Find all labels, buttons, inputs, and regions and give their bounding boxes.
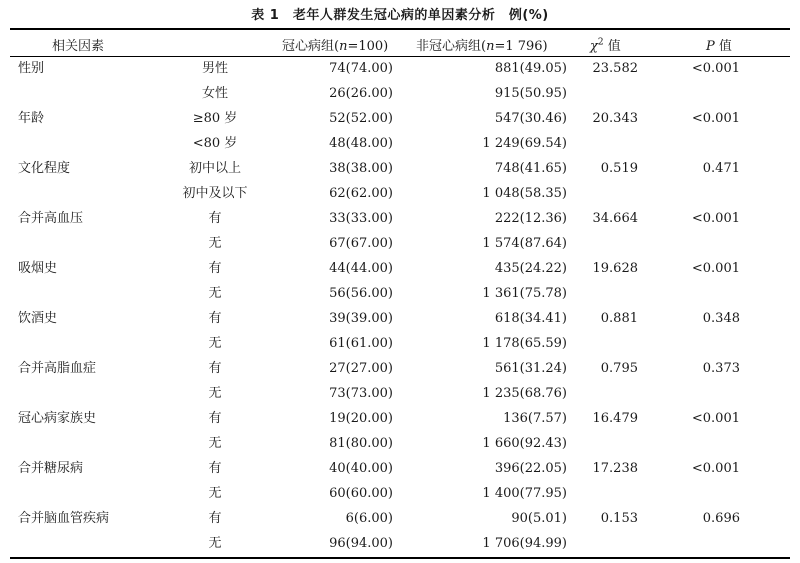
chi-square-cell: 34.664 xyxy=(592,211,638,226)
bottom-rule xyxy=(10,557,790,559)
factor-cell: 合并糖尿病 xyxy=(18,461,84,476)
chi-square-cell: 16.479 xyxy=(592,411,638,426)
chd-count-cell: 26(26.00) xyxy=(329,86,393,101)
chd-count-cell: 74(74.00) xyxy=(329,61,393,76)
nonchd-count-cell: 222(12.36) xyxy=(494,211,567,226)
level-cell: <80 岁 xyxy=(192,136,238,151)
level-cell: 男性 xyxy=(201,61,228,76)
nonchd-count-cell: 1 235(68.76) xyxy=(482,386,567,401)
level-cell: 有 xyxy=(208,511,222,526)
level-cell: ≥80 岁 xyxy=(192,111,238,126)
level-cell: 有 xyxy=(208,211,222,226)
nonchd-count-cell: 1 706(94.99) xyxy=(482,536,567,551)
chd-count-cell: 40(40.00) xyxy=(329,461,393,476)
factor-cell: 饮酒史 xyxy=(18,311,58,326)
chd-count-cell: 33(33.00) xyxy=(329,211,393,226)
header-nonchd-prefix: 非冠心病组( xyxy=(416,39,487,54)
chi-square-cell: 0.881 xyxy=(600,311,638,326)
chd-count-cell: 38(38.00) xyxy=(329,161,393,176)
factor-cell: 性别 xyxy=(18,61,45,76)
level-cell: 初中以上 xyxy=(188,161,241,176)
nonchd-count-cell: 1 574(87.64) xyxy=(482,236,567,251)
table-title: 表 1 老年人群发生冠心病的单因素分析 例(%) xyxy=(251,8,549,23)
header-p-suffix: 值 xyxy=(714,39,732,54)
header-nonchd xyxy=(416,35,548,54)
chi-square-cell: 0.153 xyxy=(600,511,638,526)
nonchd-count-cell: 547(30.46) xyxy=(494,111,567,126)
chi-square-cell: 0.519 xyxy=(600,161,638,176)
header-chi-symbol: χ xyxy=(590,39,598,54)
level-cell: 无 xyxy=(208,536,222,551)
level-cell: 无 xyxy=(208,236,222,251)
p-value-cell: 0.348 xyxy=(702,311,740,326)
chi-square-cell: 17.238 xyxy=(592,461,638,476)
p-value-cell: <0.001 xyxy=(691,61,740,76)
header-chd-n: n xyxy=(339,39,348,54)
header-chi-sup: 2 xyxy=(597,37,604,48)
nonchd-count-cell: 1 400(77.95) xyxy=(482,486,567,501)
nonchd-count-cell: 435(24.22) xyxy=(494,261,567,276)
level-cell: 有 xyxy=(208,461,222,476)
factor-cell: 年龄 xyxy=(18,111,45,126)
chd-count-cell: 62(62.00) xyxy=(329,186,393,201)
level-cell: 初中及以下 xyxy=(182,186,248,201)
chd-count-cell: 61(61.00) xyxy=(329,336,393,351)
chd-count-cell: 52(52.00) xyxy=(329,111,393,126)
chi-square-cell: 23.582 xyxy=(592,61,638,76)
chd-count-cell: 73(73.00) xyxy=(329,386,393,401)
factor-cell: 吸烟史 xyxy=(18,261,58,276)
header-p-symbol: P xyxy=(706,39,715,54)
level-cell: 有 xyxy=(208,361,222,376)
p-value-cell: <0.001 xyxy=(691,411,740,426)
nonchd-count-cell: 1 249(69.54) xyxy=(482,136,567,151)
level-cell: 无 xyxy=(208,286,222,301)
factor-cell: 合并脑血管疾病 xyxy=(18,511,110,526)
p-value-cell: <0.001 xyxy=(691,211,740,226)
p-value-cell: <0.001 xyxy=(691,261,740,276)
level-cell: 女性 xyxy=(201,86,228,101)
p-value-cell: <0.001 xyxy=(691,111,740,126)
chd-count-cell: 56(56.00) xyxy=(329,286,393,301)
chi-square-cell: 19.628 xyxy=(592,261,638,276)
level-cell: 无 xyxy=(208,336,222,351)
factor-cell: 合并高脂血症 xyxy=(18,361,97,376)
nonchd-count-cell: 561(31.24) xyxy=(494,361,567,376)
chd-count-cell: 48(48.00) xyxy=(329,136,393,151)
header-p xyxy=(706,35,732,54)
nonchd-count-cell: 136(7.57) xyxy=(503,411,567,426)
nonchd-count-cell: 396(22.05) xyxy=(494,461,567,476)
header-chd-prefix: 冠心病组( xyxy=(282,39,340,54)
header-nonchd-n: n xyxy=(486,39,495,54)
nonchd-count-cell: 1 178(65.59) xyxy=(482,336,567,351)
level-cell: 有 xyxy=(208,311,222,326)
header-chd xyxy=(282,35,388,54)
chd-count-cell: 19(20.00) xyxy=(329,411,393,426)
level-cell: 无 xyxy=(208,436,222,451)
p-value-cell: 0.373 xyxy=(702,361,740,376)
level-cell: 无 xyxy=(208,386,222,401)
chd-count-cell: 67(67.00) xyxy=(329,236,393,251)
factor-cell: 文化程度 xyxy=(18,161,71,176)
level-cell: 有 xyxy=(208,261,222,276)
nonchd-count-cell: 1 361(75.78) xyxy=(482,286,567,301)
header-chi xyxy=(590,35,621,54)
chi-square-cell: 20.343 xyxy=(592,111,638,126)
chd-count-cell: 60(60.00) xyxy=(329,486,393,501)
factor-cell: 冠心病家族史 xyxy=(18,411,97,426)
header-nonchd-suffix: =1 796) xyxy=(494,39,548,54)
chd-count-cell: 6(6.00) xyxy=(345,511,393,526)
chd-count-cell: 96(94.00) xyxy=(329,536,393,551)
factor-cell: 合并高血压 xyxy=(18,211,84,226)
header-factor: 相关因素 xyxy=(52,39,105,54)
top-rule xyxy=(10,28,790,30)
p-value-cell: <0.001 xyxy=(691,461,740,476)
nonchd-count-cell: 1 048(58.35) xyxy=(482,186,567,201)
chi-square-cell: 0.795 xyxy=(600,361,638,376)
nonchd-count-cell: 1 660(92.43) xyxy=(482,436,567,451)
chd-count-cell: 39(39.00) xyxy=(329,311,393,326)
header-chd-suffix: =100) xyxy=(347,39,389,54)
chd-count-cell: 81(80.00) xyxy=(329,436,393,451)
nonchd-count-cell: 748(41.65) xyxy=(494,161,567,176)
p-value-cell: 0.471 xyxy=(702,161,740,176)
level-cell: 有 xyxy=(208,411,222,426)
nonchd-count-cell: 90(5.01) xyxy=(511,511,567,526)
level-cell: 无 xyxy=(208,486,222,501)
chd-count-cell: 27(27.00) xyxy=(329,361,393,376)
header-chi-suffix: 值 xyxy=(603,39,621,54)
nonchd-count-cell: 915(50.95) xyxy=(494,86,567,101)
p-value-cell: 0.696 xyxy=(702,511,740,526)
header-rule xyxy=(10,56,790,57)
nonchd-count-cell: 881(49.05) xyxy=(494,61,567,76)
nonchd-count-cell: 618(34.41) xyxy=(494,311,567,326)
chd-count-cell: 44(44.00) xyxy=(329,261,393,276)
